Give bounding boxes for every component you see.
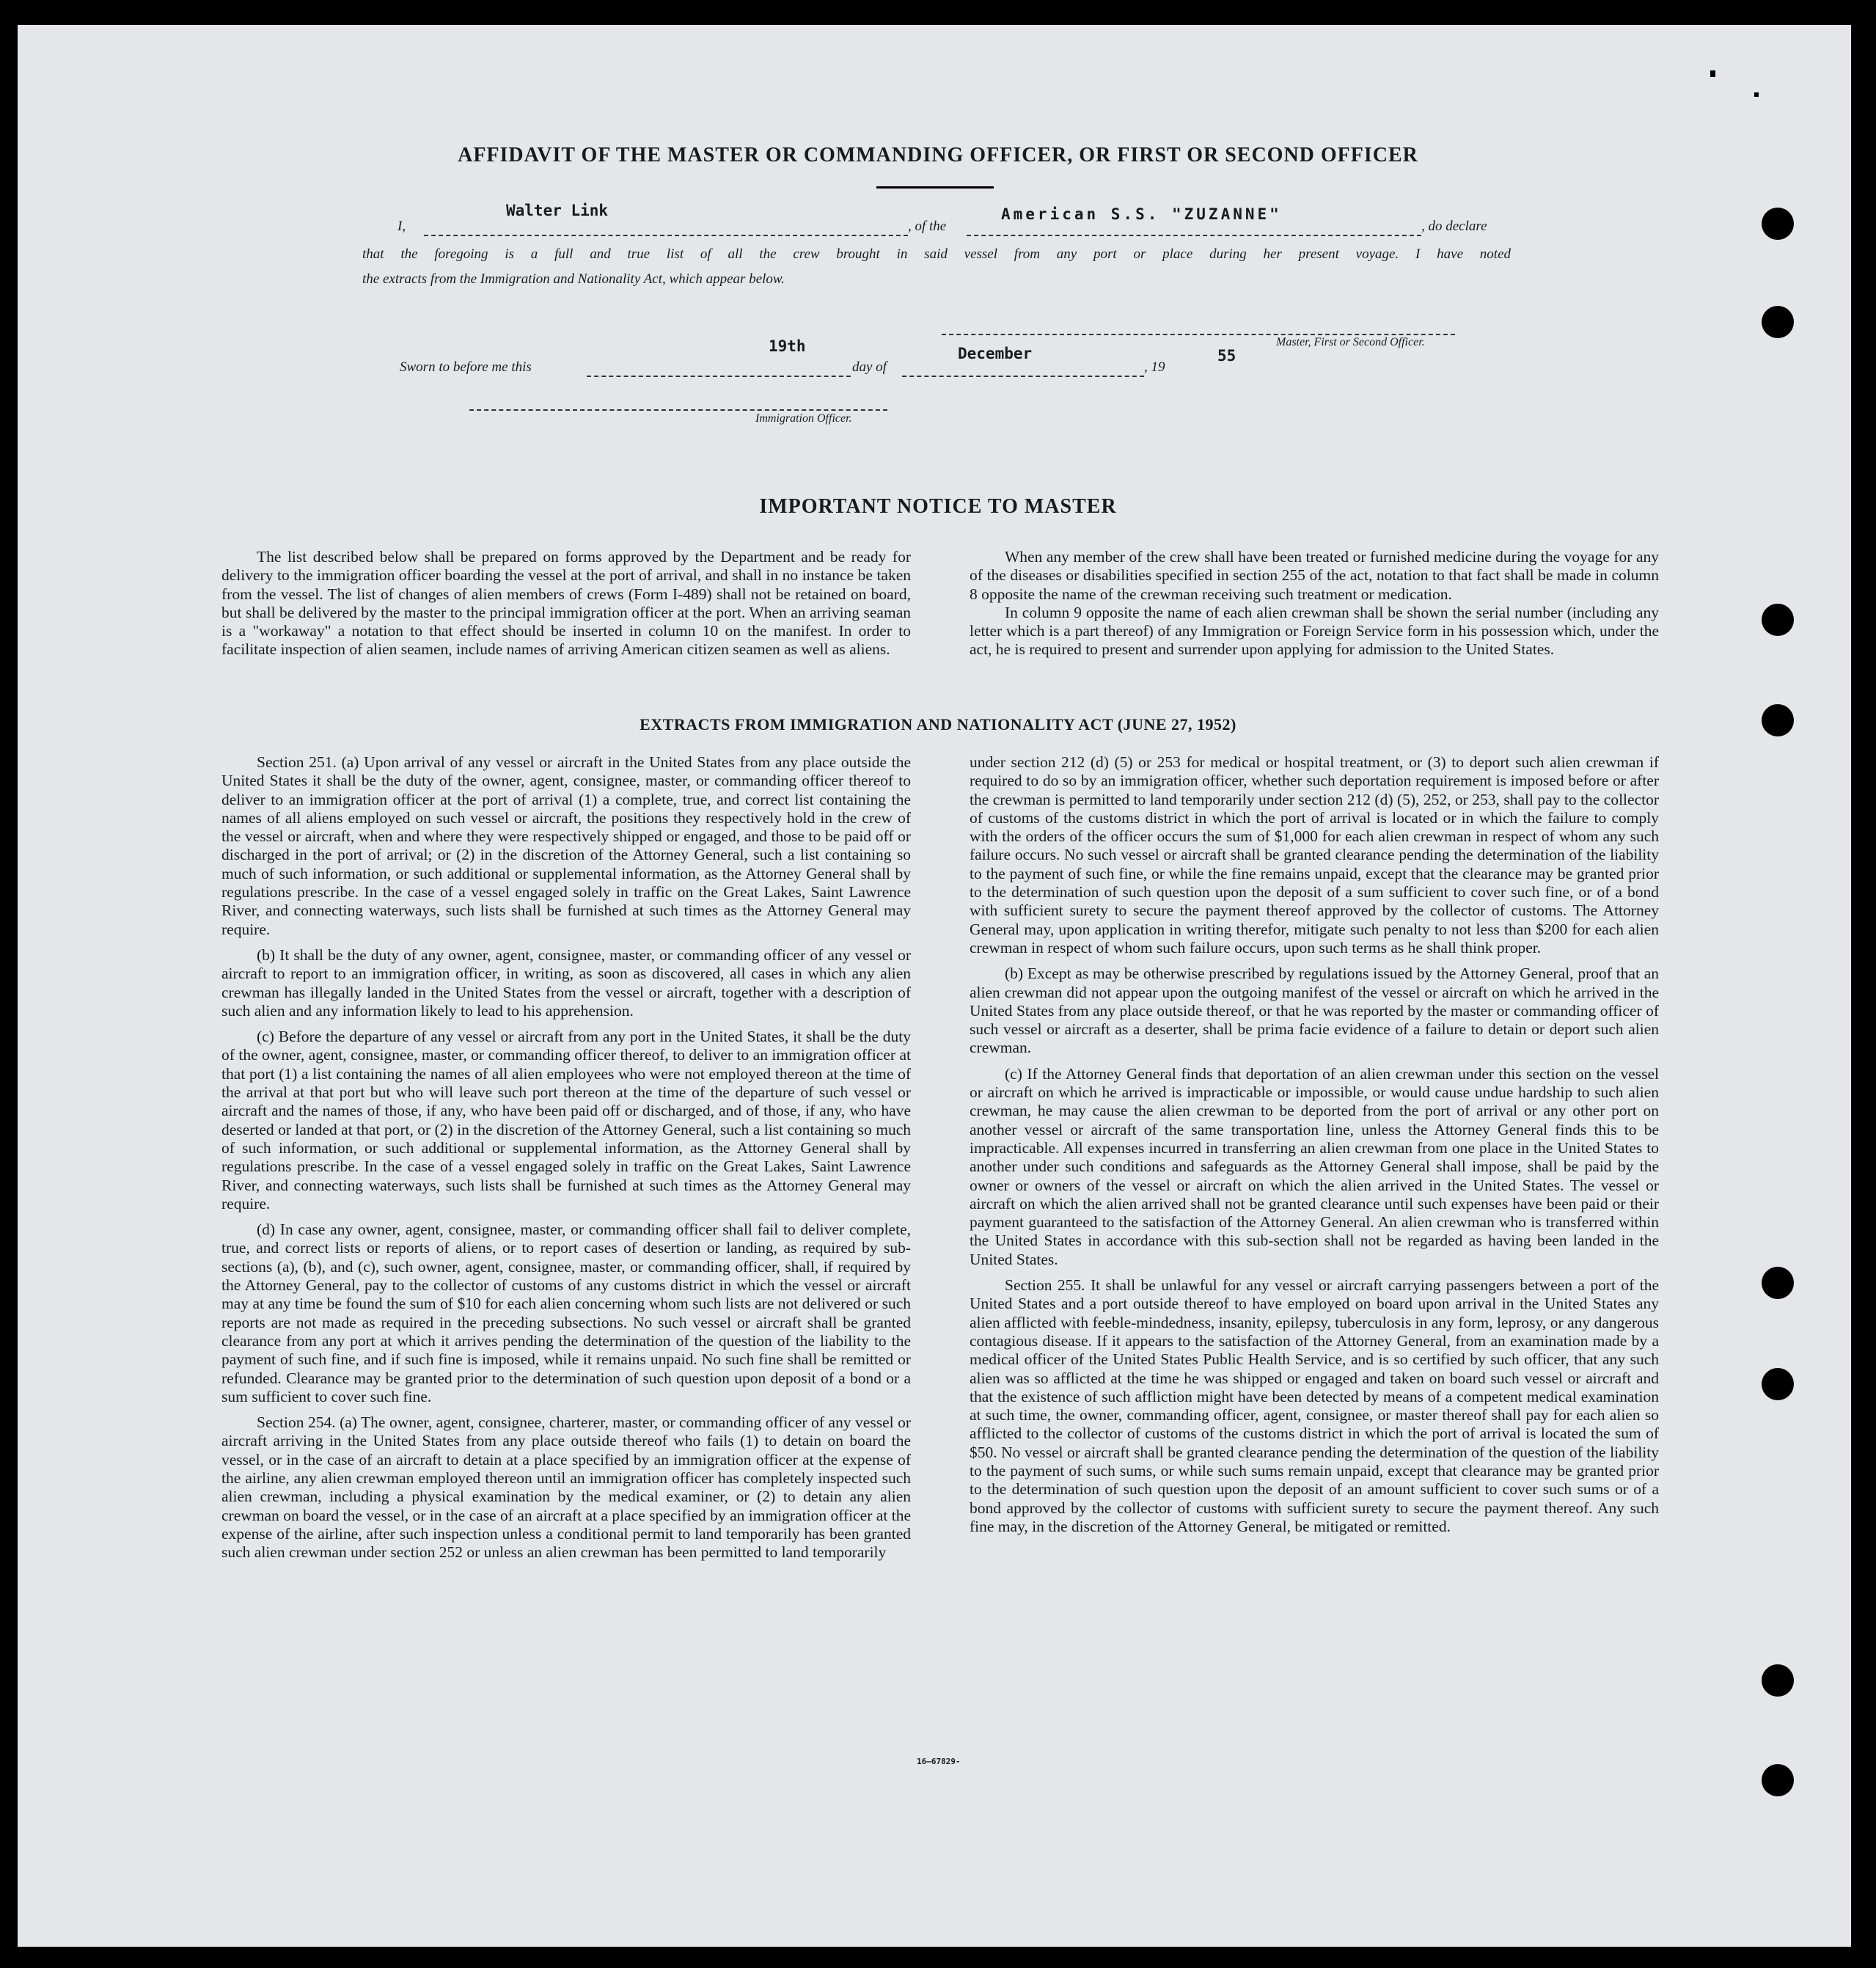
declaration-line-2: the extracts from the Immigration and Nationality Act, which appear below.	[362, 271, 785, 287]
year-value: 55	[1217, 347, 1236, 365]
binder-hole	[1762, 306, 1794, 338]
officer-signature-label: Immigration Officer.	[755, 412, 852, 425]
day-line	[587, 376, 851, 377]
title-rule	[876, 186, 994, 189]
notice-title: IMPORTANT NOTICE TO MASTER	[759, 495, 1117, 518]
month-line	[902, 376, 1144, 377]
notice-left-column	[221, 548, 911, 659]
notice-left-text: The list described below shall be prepared on forms approved by the Department and be ready for delivery to the immigration officer boarding the vessel at the port of arrival, and shall in no instance be taken from the vessel. The list of changes of alien members of crews (Form I-489) shall not be retained on board, but shall be delivered by the master to the principal immigration officer at the port. When an arriving seaman is a "workaway" a notation to that effect should be inserted in column 10 on the manifest. In order to facilitate inspection of alien seamen, include names of arriving American citizen seamen as well as aliens.	[221, 548, 911, 659]
section-255: Section 255. It shall be unlawful for any vessel or aircraft carrying passengers between a port of the United States and a port outside thereof to have employed on board upon arrival in the United States any alien afflicted with feeble-mindedness, insanity, epilepsy, tuberculosis in any form, leprosy, or any dangerous contagious disease. If it appears to the satisfaction of the Attorney General, from an examination made by a medical officer of the United States Public Health Service, and is so certified by such officer, that any such alien was so afflicted at the time he was shipped or engaged and taken on board such vessel or aircraft and that the existence of such affliction might have been detected by means of a competent medical examination at such time, the owner, commanding officer, agent, consignee, or master thereof shall pay for each alien so afflicted to the collector of customs of the customs district in which the port of arrival is located the sum of $50. No vessel or aircraft shall be granted clearance pending the determination of the question of the liability to the payment of such sums, or while such sums remain unpaid, except that clearance may be granted prior to the determination of such question upon the deposit of an amount sufficient to cover such sums or of a bond approved by the collector of customs with sufficient surety to secure the payment thereof. Any such fine may, in the discretion of the Attorney General, be mitigated or remitted.	[970, 1276, 1659, 1535]
print-code: 16—67829-	[917, 1757, 961, 1766]
binder-hole	[1762, 208, 1794, 240]
master-signature-line	[942, 334, 1455, 335]
notice-right-text-2: In column 9 opposite the name of each alien crewman shall be shown the serial number (including any letter which is a part thereof) of any Immigration or Foreign Service form in his possession which, under the act, he is required to present and surrender upon applying for admission to the United States.	[970, 603, 1659, 659]
section-251-c: (c) Before the departure of any vessel or aircraft from any port in the United States, it shall be the duty of the owner, agent, consignee, master, or commanding officer thereof, to deliver to an immigration officer at that port (1) a list containing the names of all alien employees who were not employed thereon at the time of the arrival at that port but who will leave such port thereon at the time of the departure of such vessel or aircraft and the names of those, if any, who have been paid off or discharged, and of those, if any, who have deserted or landed at that port, or (2) in the discretion of the Attorney General, such a list containing so much of such information, or such additional or supplemental information, as the Attorney General shall by regulations prescribe. In the case of a vessel engaged solely in traffic on the Great Lakes, Saint Lawrence River, and connecting waterways, such lists shall be furnished at such times as the Attorney General may require.	[221, 1028, 911, 1212]
section-254-c: (c) If the Attorney General finds that deportation of an alien crewman under this section on the vessel or aircraft on which he arrived is impracticable or impossible, or would cause undue hardship to such alien crewman, he may cause the alien crewman to be deported from the port of arrival or any other port on another vessel or aircraft of the same transportation line, unless the Attorney General finds this to be impracticable. All expenses incurred in transferring an alien crewman from one place in the United States to another under such conditions and safeguards as the Attorney General shall impose, shall be paid by the owner or owners of the vessel or aircraft on which the alien arrived in the United States. The vessel or aircraft on which the alien arrived shall not be granted clearance until such expenses have been paid or their payment guaranteed to the satisfaction of the Attorney General. An alien crewman who is transferred within the United States in accordance with this sub-section shall not be regarded as having been landed in the United States.	[970, 1064, 1659, 1268]
sworn-label: Sworn to before me this	[400, 359, 532, 375]
binder-hole	[1762, 1764, 1794, 1796]
binder-hole	[1762, 1368, 1794, 1400]
affidavit-title: AFFIDAVIT OF THE MASTER OR COMMANDING OFFICER, OR FIRST OR SECOND OFFICER	[458, 144, 1418, 167]
officer-signature-line	[469, 409, 887, 411]
binder-hole	[1762, 1664, 1794, 1697]
vessel-name-value: American S.S. "ZUZANNE"	[1001, 205, 1282, 223]
extracts-right-column	[970, 753, 1659, 1536]
binder-hole	[1762, 1267, 1794, 1299]
year-prefix-label: , 19	[1144, 359, 1165, 375]
section-251-b: (b) It shall be the duty of any owner, agent, consignee, master, or commanding officer of any vessel or aircraft to report to an immigration officer, in writing, as soon as discovered, all cases in which any alien crewman has illegally landed in the United States from the vessel or aircraft, together with a description of such alien and any information likely to lead to his apprehension.	[221, 945, 911, 1020]
speck-mark	[1754, 92, 1759, 97]
section-254-a: Section 254. (a) The owner, agent, consignee, charterer, master, or commanding officer of any vessel or aircraft arriving in the United States from any place outside thereof who fails (1) to detain on board the vessel, or in the case of an aircraft to detain at a place specified by an immigration officer at the expense of the airline, any alien crewman employed thereon until an immigration officer has completely inspected such alien crewman, including a physical examination by the medical examiner, or (2) to detain any alien crewman on board the vessel, or in the case of an aircraft at a place specified by an immigration officer at the expense of the airline, after such inspection unless a conditional permit to land temporarily has been granted such alien crewman under section 252 or unless an alien crewman has been permitted to land temporarily	[221, 1413, 911, 1562]
master-name-value: Walter Link	[506, 202, 609, 219]
extracts-title: EXTRACTS FROM IMMIGRATION AND NATIONALITY ACT (JUNE 27, 1952)	[640, 715, 1236, 734]
vessel-line	[967, 235, 1421, 236]
notice-right-text-1: When any member of the crew shall have been treated or furnished medicine during the voyage for any of the diseases or disabilities specified in section 255 of the act, notation to that fact shall be made in column 8 opposite the name of the crewman receiving such treatment or medication.	[970, 548, 1659, 603]
month-value: December	[958, 345, 1033, 362]
section-251-d: (d) In case any owner, agent, consignee, master, or commanding officer shall fail to deliver complete, true, and correct lists or reports of aliens, or to report cases of desertion or landing, as required by sub-sections (a), (b), and (c), such owner, agent, consignee, master, or commanding officer, shall, if required by the Attorney General, pay to the collector of customs of any customs district in which the vessel or aircraft may at any time be found the sum of $10 for each alien concerning whom such lists are not delivered or such reports are not made as required in the preceding subsections. No such vessel or aircraft shall be granted clearance from any port at which it arrives pending the determination of the question of the liability to the payment of such fine, and if such fine is imposed, while it remains unpaid. No such fine shall be remitted or refunded. Clearance may be granted prior to the determination of such question upon deposit of a bond or a sum sufficient to cover such fine.	[221, 1221, 911, 1405]
i-label: I,	[397, 219, 406, 234]
section-251-a: Section 251. (a) Upon arrival of any vessel or aircraft in the United States from any place outside the United States it shall be the duty of the owner, agent, consignee, master, or commanding officer thereof to deliver to an immigration officer at the port of arrival (1) a complete, true, and correct list containing the names of all aliens employed on such vessel or aircraft, the positions they respectively hold in the crew of the vessel or aircraft, when and where they were respectively shipped or engaged, and those to be paid off or discharged in the port of arrival; or (2) in the discretion of the Attorney General, such a list containing so much of such information, or such additional or supplemental information, as the Attorney General shall by regulations prescribe. In the case of a vessel engaged solely in traffic on the Great Lakes, Saint Lawrence River, and connecting waterways, such lists shall be furnished at such times as the Attorney General may require.	[221, 753, 911, 938]
binder-hole	[1762, 604, 1794, 636]
day-of-label: day of	[852, 359, 887, 375]
do-declare-label: , do declare	[1421, 219, 1487, 234]
of-the-label: , of the	[908, 219, 947, 234]
day-value: 19th	[769, 337, 806, 355]
extracts-left-column	[221, 753, 911, 1562]
master-signature-label: Master, First or Second Officer.	[1276, 336, 1425, 348]
declaration-line-1: that the foregoing is a full and true list of all the crew brought in said vessel from any port or place during her present voyage. I have noted	[362, 246, 1511, 262]
section-254-b: (b) Except as may be otherwise prescribed by regulations issued by the Attorney General, proof that an alien crewman did not appear upon the outgoing manifest of the vessel or aircraft on which he arrived in the United States from any place outside thereof, or that he was reported by the master or commanding officer of such vessel or aircraft as a deserter, shall be prima facie evidence of a failure to detain or deport such alien crewman.	[970, 965, 1659, 1057]
notice-right-column	[970, 548, 1659, 659]
section-254-a-continued: under section 212 (d) (5) or 253 for medical or hospital treatment, or (3) to deport such alien crewman if required to do so by an immigration officer, whether such deportation requirement is imposed before or after the crewman is permitted to land temporarily under section 212 (d) (5), 252, or 253, shall pay to the collector of customs of the customs district in which the port of arrival is located or in which the failure to comply with the orders of the officer occurs the sum of $1,000 for each alien crewman in respect of whom any such failure occurs. No such vessel or aircraft shall be granted clearance pending the determination of the liability to the payment of such fine, or while the fine remains unpaid, except that the clearance may be granted prior to the determination of such question upon the deposit of a sum sufficient to cover such fine, or of a bond with sufficient surety to secure the payment thereof approved by the collector of customs. The Attorney General may, upon application in writing therefor, mitigate such penalty to not less than $200 for each alien crewman in respect of whom such failure occurs, upon such terms as he shall think proper.	[970, 753, 1659, 956]
name-line	[424, 235, 908, 236]
speck-mark	[1710, 70, 1715, 77]
